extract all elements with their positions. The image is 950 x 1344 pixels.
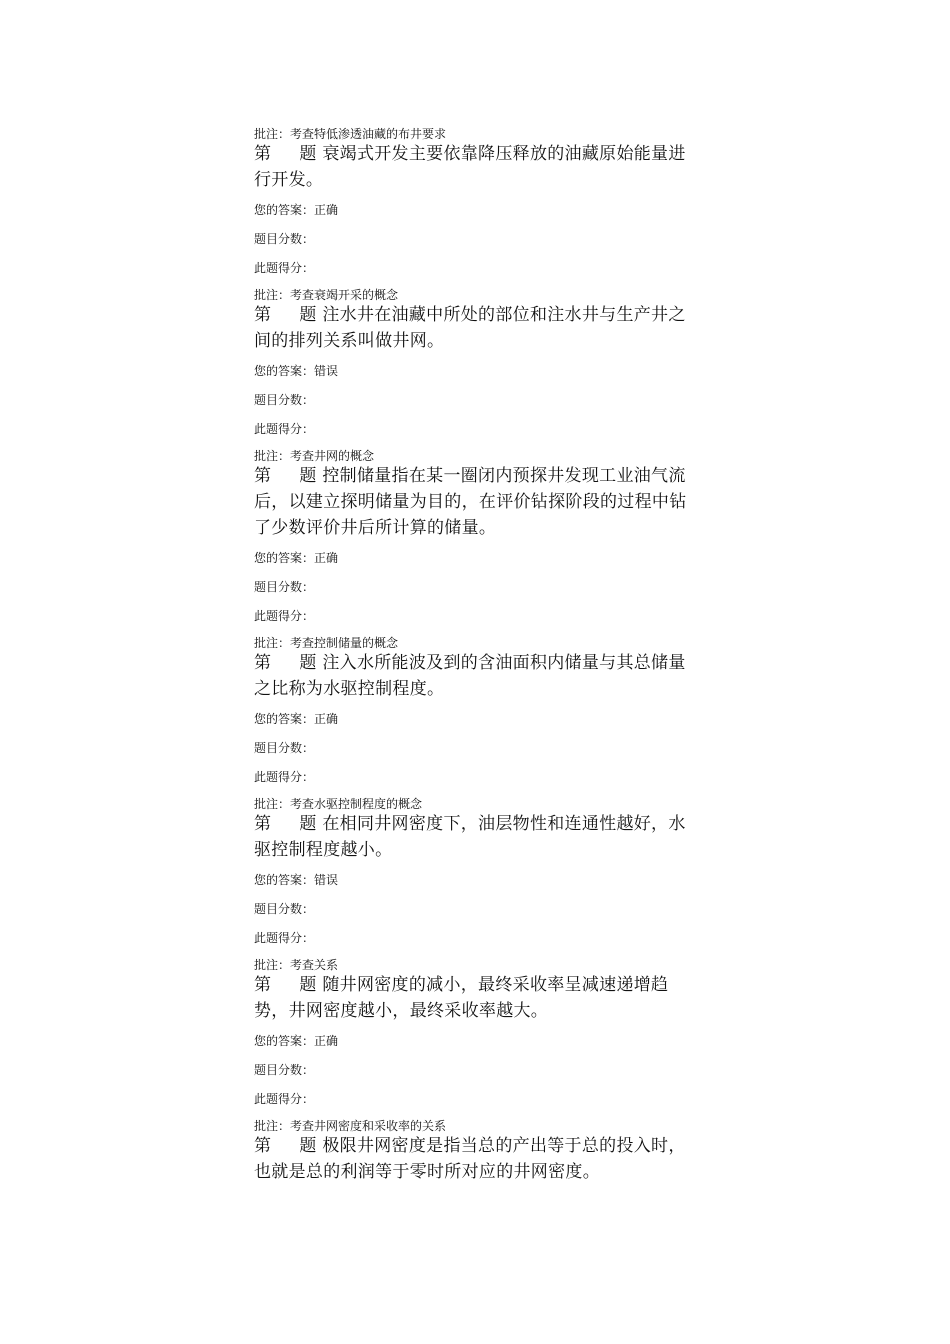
got-line-3: 此题得分： xyxy=(254,609,315,623)
answer-value: 正确 xyxy=(314,203,339,217)
question-prefix xyxy=(254,972,322,998)
prefix-ti: 题 xyxy=(299,466,317,486)
answer-line-2 xyxy=(254,363,699,379)
question-prefix xyxy=(254,141,322,167)
question-prefix xyxy=(254,811,322,837)
score-line-3: 题目分数： xyxy=(254,580,315,594)
note-5: 批注：考查关系 xyxy=(254,958,339,972)
answer-label: 您的答案： xyxy=(254,364,315,378)
prefix-ti: 题 xyxy=(299,975,317,995)
question-prefix xyxy=(254,650,322,676)
note-1: 批注：考查衰竭开采的概念 xyxy=(254,288,399,302)
answer-line-3 xyxy=(254,550,699,566)
prefix-ti: 题 xyxy=(299,305,317,325)
question-block-6 xyxy=(254,972,699,1133)
answer-label: 您的答案： xyxy=(254,203,315,217)
note-6: 批注：考查井网密度和采收率的关系 xyxy=(254,1119,447,1133)
score-line-2: 题目分数： xyxy=(254,393,315,407)
answer-value: 正确 xyxy=(314,712,339,726)
prefix-di: 第 xyxy=(254,466,272,486)
answer-value: 错误 xyxy=(314,873,339,887)
question-block-2 xyxy=(254,302,699,463)
got-line-2: 此题得分： xyxy=(254,422,315,436)
answer-label: 您的答案： xyxy=(254,1034,315,1048)
question-body: 极限井网密度是指当总的产出等于总的投入时，也就是总的利润等于零时所对应的井网密度。 xyxy=(254,1136,686,1182)
question-text-2 xyxy=(254,302,699,354)
prefix-di: 第 xyxy=(254,144,272,164)
prefix-di: 第 xyxy=(254,1136,272,1156)
question-text-1 xyxy=(254,141,699,193)
question-prefix xyxy=(254,463,322,489)
got-line-5: 此题得分： xyxy=(254,931,315,945)
score-line-1: 题目分数： xyxy=(254,232,315,246)
got-line-4: 此题得分： xyxy=(254,770,315,784)
question-body: 控制储量指在某一圈闭内预探井发现工业油气流后，以建立探明储量为目的，在评价钻探阶段的过程中钻了少数评价井后所计算的储量。 xyxy=(254,466,687,538)
answer-line-4 xyxy=(254,711,699,727)
question-block-5 xyxy=(254,811,699,972)
question-text-6 xyxy=(254,972,699,1024)
answer-line-1 xyxy=(254,202,699,218)
prefix-ti: 题 xyxy=(299,144,317,164)
answer-value: 正确 xyxy=(314,551,339,565)
answer-label: 您的答案： xyxy=(254,551,315,565)
question-body: 随井网密度的减小，最终采收率呈减速递增趋势，井网密度越小，最终采收率越大。 xyxy=(254,975,669,1021)
question-text-7 xyxy=(254,1133,699,1185)
prefix-di: 第 xyxy=(254,975,272,995)
note-3: 批注：考查控制储量的概念 xyxy=(254,636,399,650)
answer-label: 您的答案： xyxy=(254,873,315,887)
answer-value: 正确 xyxy=(314,1034,339,1048)
question-block-7 xyxy=(254,1133,699,1185)
note-2: 批注：考查井网的概念 xyxy=(254,449,375,463)
question-prefix xyxy=(254,1133,322,1159)
question-body: 注入水所能波及到的含油面积内储量与其总储量之比称为水驱控制程度。 xyxy=(254,653,686,699)
answer-line-6 xyxy=(254,1033,699,1049)
got-line-6: 此题得分： xyxy=(254,1092,315,1106)
question-body: 注水井在油藏中所处的部位和注水井与生产井之间的排列关系叫做井网。 xyxy=(254,305,686,351)
question-text-4 xyxy=(254,650,699,702)
prefix-ti: 题 xyxy=(299,814,317,834)
prefix-ti: 题 xyxy=(299,653,317,673)
question-text-5 xyxy=(254,811,699,863)
question-block-3 xyxy=(254,463,699,650)
prefix-di: 第 xyxy=(254,653,272,673)
question-block-1 xyxy=(254,141,699,302)
prefix-ti: 题 xyxy=(299,1136,317,1156)
score-line-4: 题目分数： xyxy=(254,741,315,755)
question-block-4 xyxy=(254,650,699,811)
score-line-5: 题目分数： xyxy=(254,902,315,916)
question-prefix xyxy=(254,302,322,328)
note-0: 批注：考查特低渗透油藏的布井要求 xyxy=(254,127,447,141)
question-text-3 xyxy=(254,463,699,541)
score-line-6: 题目分数： xyxy=(254,1063,315,1077)
note-4: 批注：考查水驱控制程度的概念 xyxy=(254,797,423,811)
prefix-di: 第 xyxy=(254,305,272,325)
answer-line-5 xyxy=(254,872,699,888)
question-body: 在相同井网密度下，油层物性和连通性越好，水驱控制程度越小。 xyxy=(254,814,686,860)
answer-label: 您的答案： xyxy=(254,712,315,726)
answer-value: 错误 xyxy=(314,364,339,378)
question-body: 衰竭式开发主要依靠降压释放的油藏原始能量进行开发。 xyxy=(254,144,686,190)
got-line-1: 此题得分： xyxy=(254,261,315,275)
document-page xyxy=(254,127,699,1194)
prefix-di: 第 xyxy=(254,814,272,834)
